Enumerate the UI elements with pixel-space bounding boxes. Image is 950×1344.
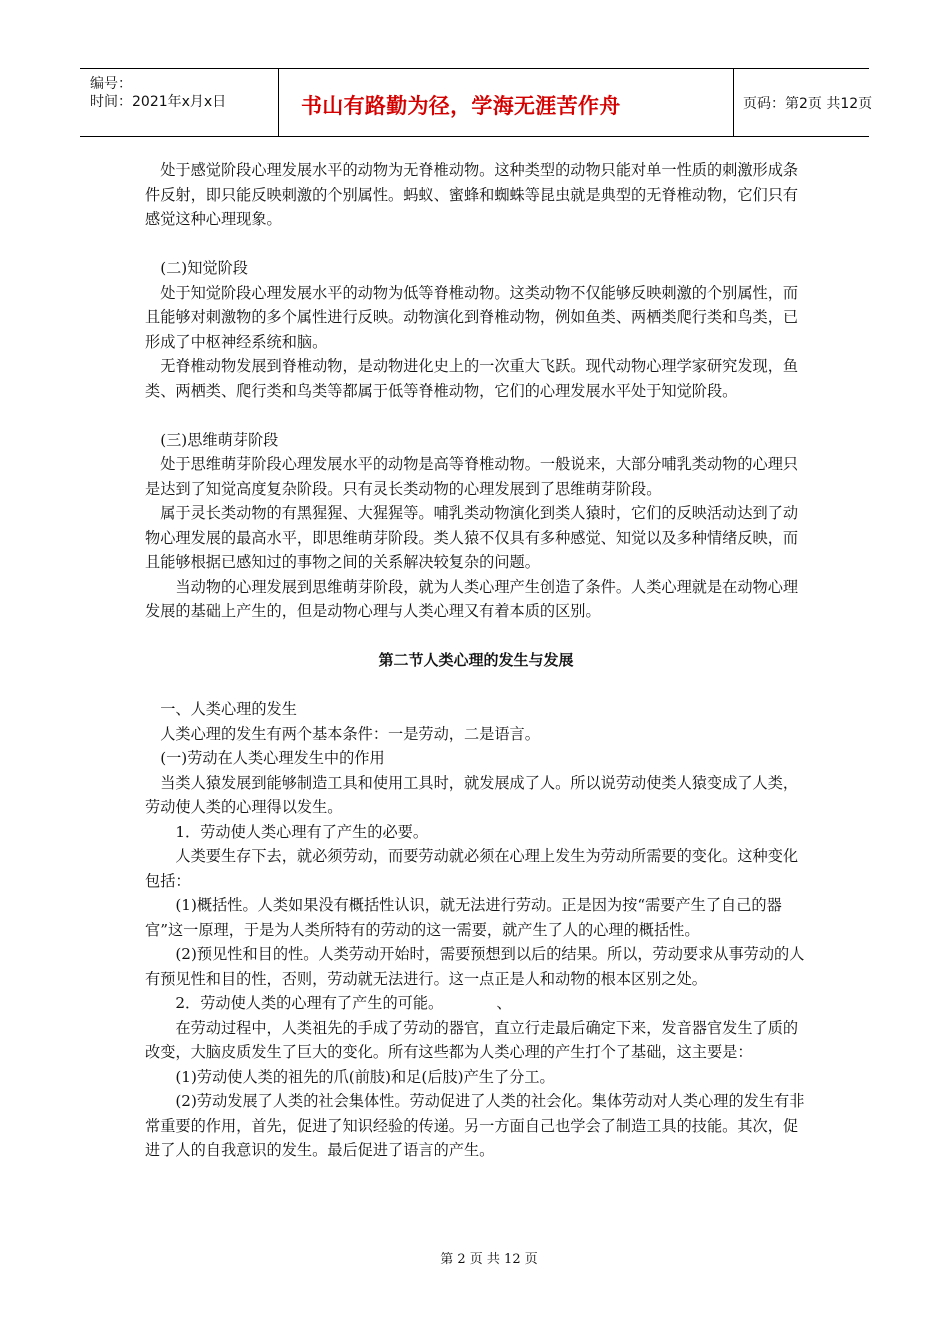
section-title: 第二节人类心理的发生与发展	[378, 651, 574, 669]
header-page-cell	[733, 69, 873, 136]
paragraph: 处于思维萌芽阶段心理发展水平的动物是高等脊椎动物。一般说来，大部分哺乳类动物的心理只是达到了知觉高度复杂阶段。只有灵长类动物的心理发展到了思维萌芽阶段。	[145, 455, 799, 498]
header-motto-cell	[278, 69, 734, 136]
blank-line	[145, 232, 807, 257]
paragraph: (二)知觉阶段	[145, 259, 248, 277]
paragraph: 无脊椎动物发展到脊椎动物，是动物进化史上的一次重大飞跃。现代动物心理学家研究发现，鱼类、两栖类、爬行类和鸟类等都属于低等脊椎动物，它们的心理发展水平处于知觉阶段。	[145, 357, 799, 400]
paragraph: 当类人猿发展到能够制造工具和使用工具时，就发展成了人。所以说劳动使类人猿变成了人类，劳动使人类的心理得以发生。	[145, 773, 799, 816]
paragraph: 2．劳动使人类的心理有了产生的可能。 、	[145, 994, 512, 1012]
paragraph: (一)劳动在人类心理发生中的作用	[145, 749, 385, 767]
page-footer: 第 2 页 共 12 页	[440, 1252, 538, 1267]
paragraph: (1)概括性。人类如果没有概括性认识，就无法进行劳动。正是因为按“需要产生了自己的器官”这一原理，于是为人类所特有的劳动的这一需要，就产生了人的心理的概括性。	[145, 896, 782, 939]
blank-line	[145, 673, 807, 698]
paragraph: (三)思维萌芽阶段	[145, 430, 279, 449]
blank-line	[145, 624, 807, 649]
paragraph: 处于知觉阶段心理发展水平的动物为低等脊椎动物。这类动物不仅能够反映刺激的个别属性，而且能够对刺激物的多个属性进行反映。动物演化到脊椎动物，例如鱼类、两栖类爬行类和鸟类，已形成了中枢神经系统和脑。	[145, 283, 799, 351]
page-info: 页码：第2页 共12页	[743, 96, 873, 112]
paragraph: (2)预见性和目的性。人类劳动开始时，需要预想到以后的结果。所以，劳动要求从事劳动的人有预见性和目的性，否则，劳动就无法进行。这一点正是人和动物的根本区别之处。	[145, 945, 805, 988]
number-label: 编号：	[90, 76, 132, 92]
paragraph: 在劳动过程中，人类祖先的手成了劳动的器官，直立行走最后确定下来，发音器官发生了质的改变，大脑皮质发生了巨大的变化。所有这些都为人类心理的产生打个了基础，这主要是：	[145, 1018, 799, 1061]
motto: 书山有路勤为径，学海无涯苦作舟	[301, 94, 621, 118]
paragraph: (1)劳动使人类的祖先的爪(前肢)和足(后肢)产生了分工。	[145, 1067, 555, 1086]
header-meta	[80, 69, 278, 136]
paragraph: 1．劳动使人类心理有了产生的必要。	[145, 822, 429, 841]
paragraph: (2)劳动发展了人类的社会集体性。劳动促进了人类的社会化。集体劳动对人类心理的发生有非常重要的作用，首先，促进了知识经验的传递。另一方面自己也学会了制造工具的技能。其次，促进了人的自我意识的发生。最后促进了语言的产生。	[145, 1092, 805, 1159]
paragraph: 处于感觉阶段心理发展水平的动物为无脊椎动物。这种类型的动物只能对单一性质的刺激形成条件反射，即只能反映刺激的个别属性。蚂蚁、蜜蜂和蜘蛛等昆虫就是典型的无脊椎动物，它们只有感觉这种心理现象。	[145, 161, 799, 228]
paragraph: 人类心理的发生有两个基本条件：一是劳动，二是语言。	[145, 724, 540, 743]
blank-line	[145, 403, 807, 428]
paragraph: 属于灵长类动物的有黑猩猩、大猩猩等。哺乳类动物演化到类人猿时，它们的反映活动达到了动物心理发展的最高水平，即思维萌芽阶段。类人猿不仅具有多种感觉、知觉以及多种情绪反映，而且能够根据已感知过的事物之间的关系解决较复杂的问题。	[145, 504, 799, 571]
paragraph: 一、人类心理的发生	[145, 700, 297, 718]
document-body	[145, 158, 807, 1163]
paragraph: 人类要生存下去，就必须劳动，而要劳动就必须在心理上发生为劳动所需要的变化。这种变化包括：	[145, 847, 799, 890]
date-line: 时间：2021年x月x日	[90, 94, 227, 110]
document-header	[80, 68, 873, 137]
paragraph: 当动物的心理发展到思维萌芽阶段，就为人类心理产生创造了条件。人类心理就是在动物心理发展的基础上产生的，但是动物心理与人类心理又有着本质的区别。	[145, 577, 799, 620]
